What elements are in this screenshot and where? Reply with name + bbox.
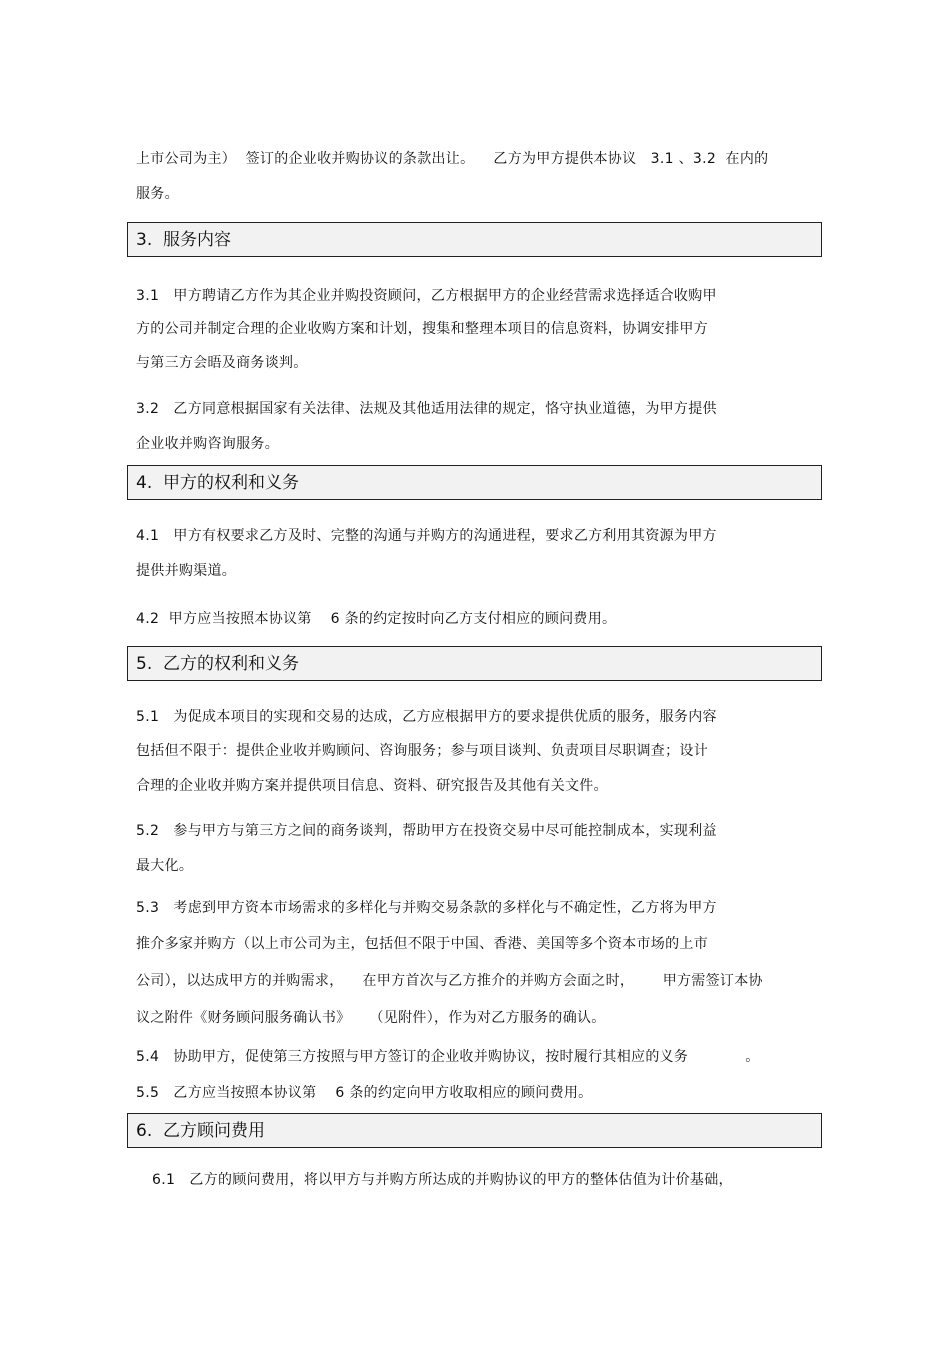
clause-5-2-line-2: 最大化。 (136, 858, 194, 874)
section-5-header (127, 646, 822, 681)
clause-3-2-line-2: 企业收并购咨询服务。 (136, 436, 279, 452)
section-6-title: 6. 乙方顾问费用 (136, 1121, 266, 1141)
section-3-title: 3. 服务内容 (136, 230, 232, 250)
clause-5-1-line-3: 合理的企业收并购方案并提供项目信息、资料、研究报告及其他有关文件。 (136, 778, 608, 794)
clause-5-5-line-1: 5.5 乙方应当按照本协议第 6 条的约定向甲方收取相应的顾问费用。 (136, 1085, 593, 1101)
section-4-header (127, 465, 822, 500)
intro-line-2: 服务。 (136, 186, 179, 202)
clause-5-3-line-1: 5.3 考虑到甲方资本市场需求的多样化与并购交易条款的多样化与不确定性，乙方将为甲方 (136, 900, 717, 916)
clause-3-2-line-1: 3.2 乙方同意根据国家有关法律、法规及其他适用法律的规定，恪守执业道德，为甲方提供 (136, 401, 717, 417)
clause-5-2-line-1: 5.2 参与甲方与第三方之间的商务谈判，帮助甲方在投资交易中尽可能控制成本，实现利益 (136, 823, 717, 839)
clause-3-1-line-2: 方的公司并制定合理的企业收购方案和计划，搜集和整理本项目的信息资料，协调安排甲方 (136, 321, 708, 337)
clause-4-1-line-1: 4.1 甲方有权要求乙方及时、完整的沟通与并购方的沟通进程，要求乙方利用其资源为甲方 (136, 528, 717, 544)
clause-5-3-line-3: 公司），以达成甲方的并购需求， 在甲方首次与乙方推介的并购方会面之时， 甲方需签订本协 (136, 973, 763, 989)
clause-3-1-line-3: 与第三方会晤及商务谈判。 (136, 355, 308, 371)
clause-5-1-line-1: 5.1 为促成本项目的实现和交易的达成，乙方应根据甲方的要求提供优质的服务，服务内容 (136, 709, 717, 725)
clause-6-1-line-1: 6.1 乙方的顾问费用，将以甲方与并购方所达成的并购协议的甲方的整体估值为计价基础， (152, 1172, 733, 1188)
section-3-header (127, 222, 822, 257)
clause-4-1-line-2: 提供并购渠道。 (136, 563, 237, 579)
clause-5-4-line-1: 5.4 协助甲方，促使第三方按照与甲方签订的企业收并购协议，按时履行其相应的义务 。 (136, 1049, 760, 1065)
section-4-title: 4. 甲方的权利和义务 (136, 473, 300, 493)
clause-5-1-line-2: 包括但不限于：提供企业收并购顾问、咨询服务；参与项目谈判、负责项目尽职调查；设计 (136, 743, 708, 759)
section-6-header (127, 1113, 822, 1148)
clause-3-1-line-1: 3.1 甲方聘请乙方作为其企业并购投资顾问，乙方根据甲方的企业经营需求选择适合收购甲 (136, 288, 717, 304)
clause-5-3-line-2: 推介多家并购方（以上市公司为主，包括但不限于中国、香港、美国等多个资本市场的上市 (136, 936, 708, 952)
intro-line-1: 上市公司为主） 签订的企业收并购协议的条款出让。 乙方为甲方提供本协议 3.1 、3.2 在内的 (136, 151, 769, 167)
clause-4-2-line-1: 4.2 甲方应当按照本协议第 6 条的约定按时向乙方支付相应的顾问费用。 (136, 611, 617, 627)
section-5-title: 5. 乙方的权利和义务 (136, 654, 300, 674)
clause-5-3-line-4: 议之附件《财务顾问服务确认书》 （见附件），作为对乙方服务的确认。 (136, 1010, 606, 1026)
